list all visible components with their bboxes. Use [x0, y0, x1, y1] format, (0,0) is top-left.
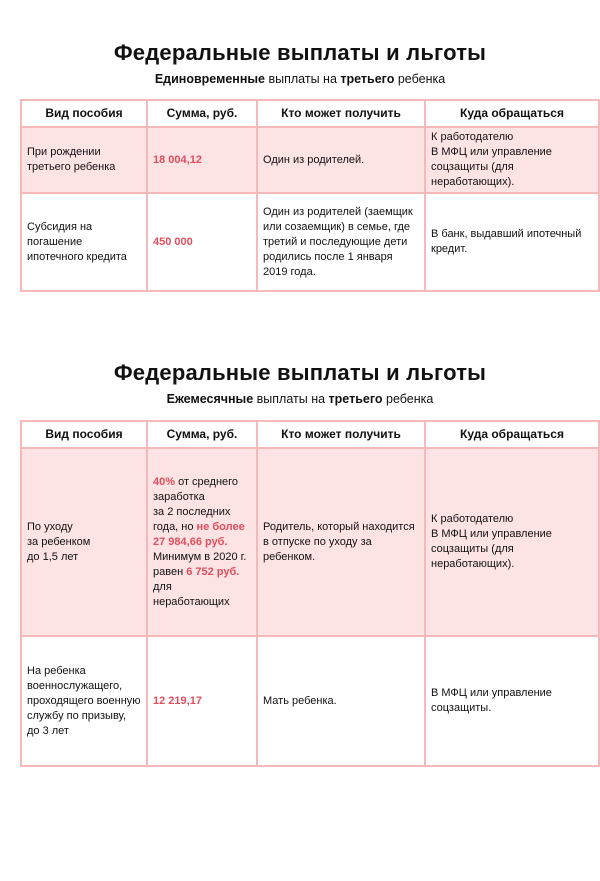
table-row	[22, 194, 598, 290]
header-who: Кто может получить	[258, 101, 424, 126]
section-subtitle: Единовременные выплаты на третьего ребенка	[154, 72, 446, 86]
table-row	[22, 128, 598, 192]
cell-where: В банк, выдавший ипотечный кредит.	[426, 194, 598, 290]
cell-type: Субсидия на погашение ипотечного кредита	[22, 194, 146, 290]
header-type: Вид пособия	[22, 422, 146, 447]
cell-amount: 450 000	[148, 194, 256, 290]
cell-who: Один из родителей (заемщик или созаемщик) в семье, где третий и последующие дети родились после 1 января 2019 года.	[258, 194, 424, 290]
header-where: Куда обращаться	[426, 101, 598, 126]
header-where: Куда обращаться	[426, 422, 598, 447]
section-title: Федеральные выплаты и льготы	[113, 360, 487, 385]
table-header-row	[22, 101, 598, 126]
cell-where: К работодателю В МФЦ или управление соцзащиты (для неработающих).	[426, 449, 598, 635]
lump-sum-table	[20, 99, 600, 292]
cell-where: В МФЦ или управление соцзащиты.	[426, 637, 598, 765]
table-header-row	[22, 422, 598, 447]
cell-who: Один из родителей.	[258, 128, 424, 192]
cell-type: При рождении третьего ребенка	[22, 128, 146, 192]
table-row	[22, 449, 598, 635]
header-amount: Сумма, руб.	[148, 101, 256, 126]
cell-amount: 40% от среднего заработка за 2 последних года, но не более 27 984,66 руб. Минимум в 2020 г. равен 6 752 руб. для неработающих	[148, 449, 256, 635]
cell-type: По уходу за ребенком до 1,5 лет	[22, 449, 146, 635]
monthly-table	[20, 420, 600, 767]
cell-type: На ребенка военнослужащего, проходящего военную службу по призыву, до 3 лет	[22, 637, 146, 765]
section-lump-sum	[0, 40, 600, 87]
cell-where: К работодателю В МФЦ или управление соцзащиты (для неработающих).	[426, 128, 598, 192]
table-row	[22, 637, 598, 765]
section-monthly	[0, 360, 600, 407]
cell-who: Мать ребенка.	[258, 637, 424, 765]
header-who: Кто может получить	[258, 422, 424, 447]
cell-amount: 18 004,12	[148, 128, 256, 192]
section-title: Федеральные выплаты и льготы	[113, 40, 487, 65]
cell-amount: 12 219,17	[148, 637, 256, 765]
cell-who: Родитель, который находится в отпуске по уходу за ребенком.	[258, 449, 424, 635]
header-amount: Сумма, руб.	[148, 422, 256, 447]
section-subtitle: Ежемесячные выплаты на третьего ребенка	[166, 392, 434, 406]
header-type: Вид пособия	[22, 101, 146, 126]
